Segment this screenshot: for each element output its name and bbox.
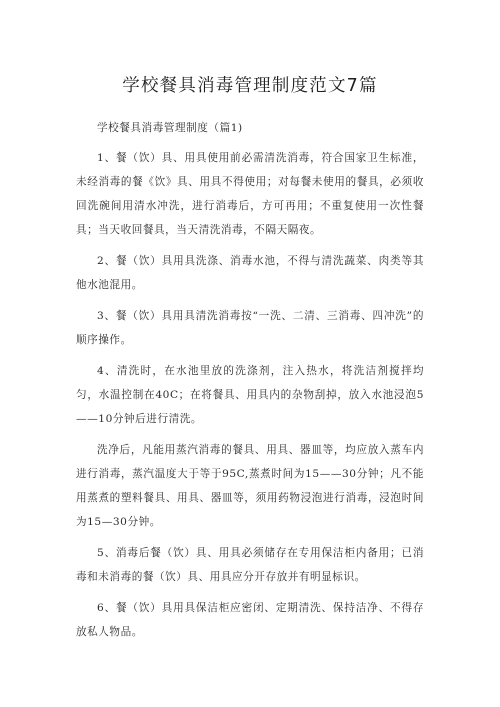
paragraph-1: 1、餐（饮）具、用具使用前必需清洗消毒，符合国家卫生标准，未经消毒的餐《饮》具、用具不得使用；对每餐未使用的餐具，必须收回洗碗间用清水冲洗，进行消毒后，方可再用；不重复使用一次性餐具；当天收回餐具，当天清洗消毒，不隔天隔夜。: [76, 152, 424, 236]
paragraph-5: 5、消毒后餐（饮）具、用具必须储存在专用保洁柜内备用；已消毒和未消毒的餐（饮）具、用具应分开存放并有明显标识。: [76, 547, 424, 583]
paragraph-4: 4、清洗时，在水池里放的洗涤剂，注入热水，将洗洁剂搅拌均匀，水温控制在40C；在将餐具、用具内的杂物刮掉，放入水池浸泡5——10分钟后进行清洗。: [76, 365, 424, 425]
paragraph-6: 6、餐（饮）具用具保洁柜应密闭、定期清洗、保持洁净、不得存放私人物品。: [76, 602, 424, 638]
document-body: [76, 117, 424, 644]
paragraph-3: 3、餐（饮）具用具清洗消毒按“一洗、二清、三消毒、四冲洗”的顺序操作。: [76, 310, 424, 346]
paragraph-4-continued: 洗净后，凡能用蒸汽消毒的餐具、用具、器皿等，均应放入蒸车内进行消毒，蒸汽温度大于等于95C,蒸煮时间为15——30分钟；凡不能用蒸煮的塑料餐具、用具、器皿等，须用药物浸泡进行消毒，浸泡时间为15—30分钟。: [76, 444, 424, 528]
paragraph-2: 2、餐（饮）具用具洗涤、消毒水池，不得与清洗蔬菜、肉类等其他水池混用。: [76, 255, 424, 291]
section-heading: 学校餐具消毒管理制度（篇1): [97, 122, 243, 134]
document-title: 学校餐具消毒管理制度范文7篇: [122, 75, 378, 96]
